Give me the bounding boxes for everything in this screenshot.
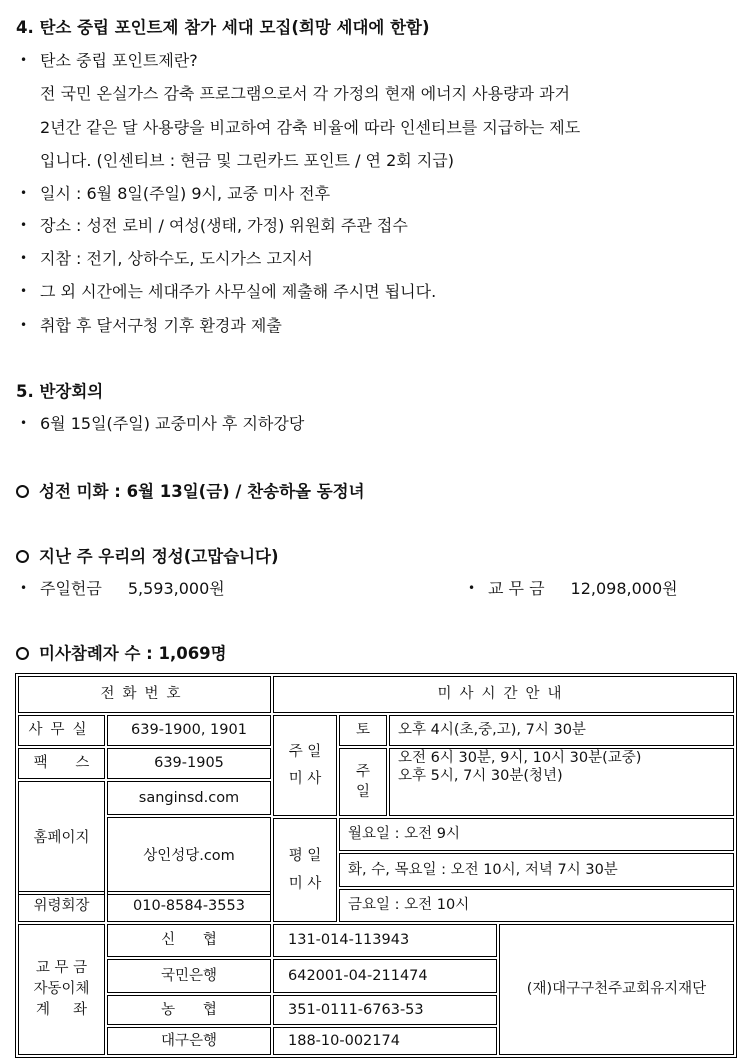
- bank-account: 351-0111-6763-53: [273, 995, 497, 1025]
- attendance-heading: 미사참례자 수 : 1,069명: [16, 640, 227, 664]
- list-item: • 장소 : 성전 로비 / 여성(생태, 가정) 위원회 주관 접수: [20, 216, 408, 235]
- sunday-label: 주 일: [339, 748, 387, 816]
- list-item: • 탄소 중립 포인트제란?: [20, 51, 198, 70]
- sunday-times: 오전 6시 30분, 9시, 10시 30분(교중) 오후 5시, 7시 30분(청년): [389, 748, 734, 816]
- circle-icon: [16, 485, 29, 498]
- friday-time: 금요일 : 오전 10시: [339, 889, 734, 922]
- list-item: • 그 외 시간에는 세대주가 사무실에 제출해 주시면 됩니다.: [20, 282, 437, 301]
- transfer-label: 교 무 금 자동이체 계 좌: [18, 924, 105, 1055]
- bank-account: 642001-04-211474: [273, 959, 497, 993]
- monday-time: 월요일 : 오전 9시: [339, 818, 734, 851]
- section-4-heading: 4. 탄소 중립 포인트제 참가 세대 모집(희망 세대에 한함): [16, 18, 430, 37]
- homepage-korean-url: 상인성당.com: [107, 817, 271, 895]
- circle-icon: [16, 550, 29, 563]
- bullet-icon: •: [20, 581, 28, 595]
- council-phone: 010-8584-3553: [107, 891, 271, 922]
- office-label: 사무실: [18, 715, 105, 746]
- bank-account: 188-10-002174: [273, 1027, 497, 1055]
- bank-name: 국민은행: [107, 959, 271, 993]
- tue-thu-times: 화, 수, 목요일 : 오전 10시, 저녁 7시 30분: [339, 853, 734, 887]
- mass-header: 미사시간안내: [273, 676, 734, 713]
- homepage-url: sanginsd.com: [107, 781, 271, 815]
- saturday-times: 오후 4시(초,중,고), 7시 30분: [389, 715, 734, 746]
- bank-name: 신 협: [107, 924, 271, 957]
- saturday-label: 토: [339, 715, 387, 746]
- beautify-heading: 성전 미화 : 6월 13일(금) / 찬송하올 동정녀: [16, 478, 365, 502]
- offering-heading: 지난 주 우리의 정성(고맙습니다): [16, 543, 279, 567]
- bullet-icon: •: [20, 53, 28, 67]
- homepage-label: 홈페이지: [18, 781, 105, 895]
- council-label: 위령회장: [18, 891, 105, 922]
- sunday-offering: • 주일헌금 5,593,000원: [20, 579, 225, 598]
- bullet-icon: •: [20, 318, 28, 332]
- account-holder: (재)대구구천주교회유지재단: [499, 924, 734, 1055]
- bank-name: 대구은행: [107, 1027, 271, 1055]
- list-item: • 일시 : 6월 8일(주일) 9시, 교중 미사 전후: [20, 184, 331, 203]
- paragraph-line: 전 국민 온실가스 감축 프로그램으로서 각 가정의 현재 에너지 사용량과 과거: [40, 84, 570, 103]
- list-item: • 취합 후 달서구청 기후 환경과 제출: [20, 316, 282, 335]
- fax-number: 639-1905: [107, 748, 271, 779]
- paragraph-line: 입니다. (인센티브 : 현금 및 그린카드 포인트 / 연 2회 지급): [40, 151, 454, 170]
- office-phone: 639-1900, 1901: [107, 715, 271, 746]
- bullet-icon: •: [20, 186, 28, 200]
- list-item: • 6월 15일(주일) 교중미사 후 지하강당: [20, 414, 305, 433]
- bullet-icon: •: [20, 284, 28, 298]
- bullet-icon: •: [20, 218, 28, 232]
- fax-label: 팩 스: [18, 748, 105, 779]
- dues-offering: • 교 무 금 12,098,000원: [468, 579, 678, 598]
- circle-icon: [16, 647, 29, 660]
- list-item: • 지참 : 전기, 상하수도, 도시가스 고지서: [20, 249, 313, 268]
- bank-name: 농 협: [107, 995, 271, 1025]
- bullet-icon: •: [20, 416, 28, 430]
- section-5-heading: 5. 반장회의: [16, 382, 104, 401]
- bullet-icon: •: [20, 251, 28, 265]
- weekday-mass-label: 평 일 미 사: [273, 818, 337, 922]
- phone-header: 전화번호: [18, 676, 271, 713]
- paragraph-line: 2년간 같은 달 사용량을 비교하여 감축 비율에 따라 인센티브를 지급하는 제도: [40, 118, 581, 137]
- sunday-mass-label: 주 일 미 사: [273, 715, 337, 816]
- bank-account: 131-014-113943: [273, 924, 497, 957]
- bullet-icon: •: [468, 581, 476, 595]
